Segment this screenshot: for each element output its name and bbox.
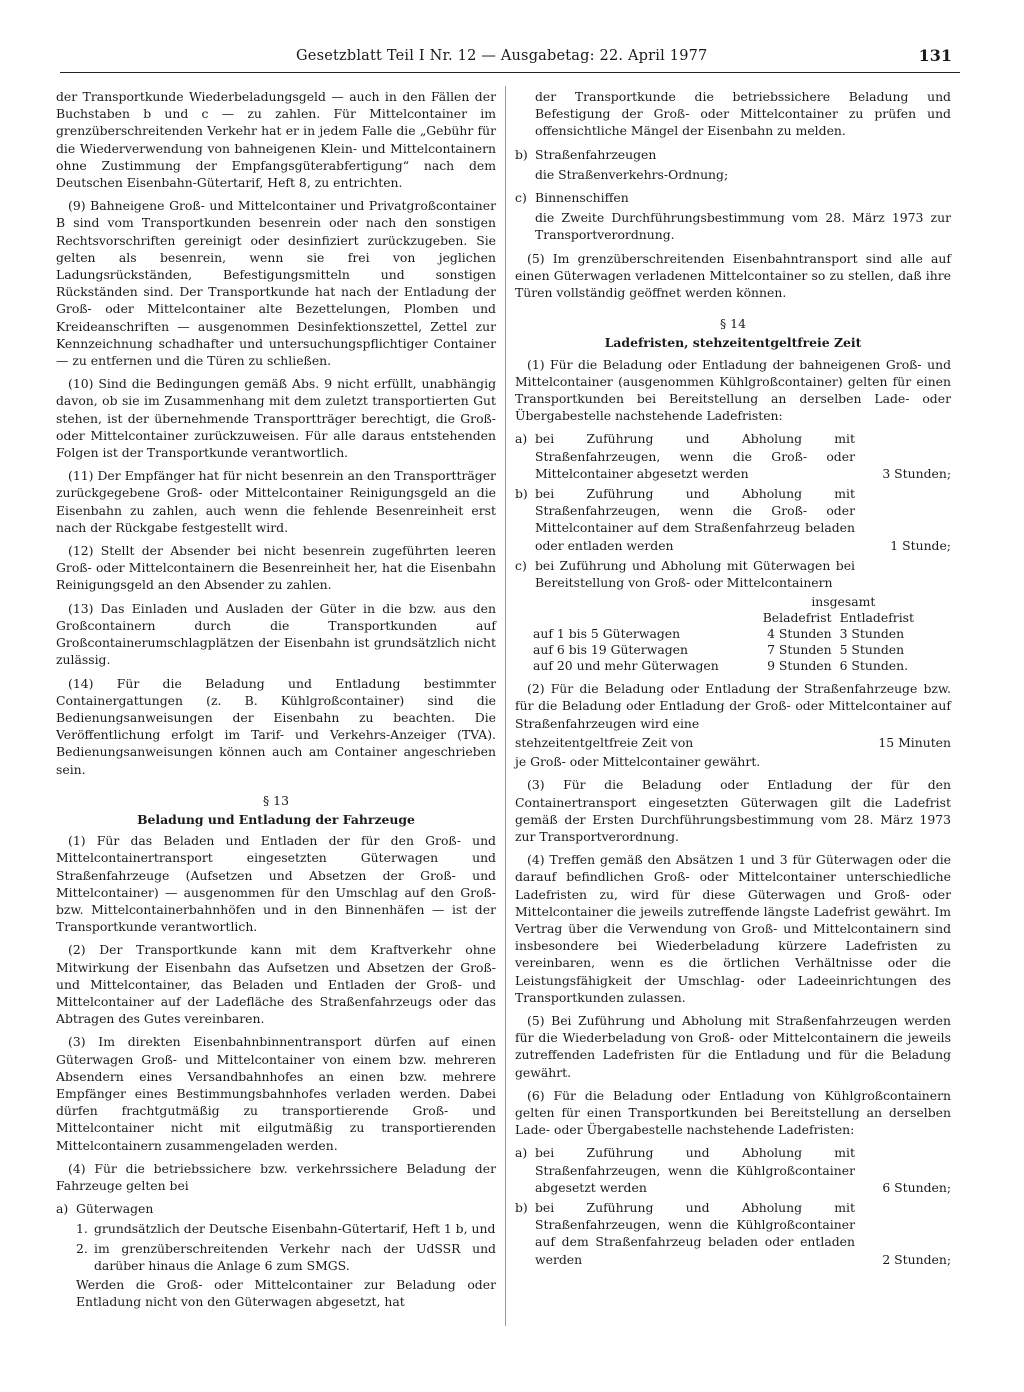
s13-paragraph-1: (1) Für das Beladen und Entladen der für den Groß- und Mittelcontainertransport eingesetzten Güterwagen und Straßenfahrzeuge (Aufsetzen und Absetzen der Groß- und Mittelcontainer) — ausgenommen für den Umschlag auf den Groß- bzw. Mittelcontainerbahnhöfen und in den Binnenhäfen — ist der Transportkunde verantwortlich. [56, 833, 496, 935]
list-label: 1. [76, 1221, 88, 1237]
row-label: auf 1 bis 5 Güterwagen [533, 626, 681, 642]
list-label: c) [515, 557, 527, 573]
s14-paragraph-1: (1) Für die Beladung oder Entladung der bahneigenen Groß- und Mittelcontainer (ausgenommen Kühlgroßcontainer) gelten für einen Transportkunden bei Bereitstellung an derselben Lade- oder Übergabestelle nachstehende Ladefristen: [515, 356, 951, 424]
duration-value: 6 Stunden; [882, 1179, 951, 1195]
s13-paragraph-3: (3) Im direkten Eisenbahnbinnentransport dürfen auf einen Güterwagen Groß- und Mittelcontainer von einem bzw. mehreren Absendern eines Versandbahnhofes an einen bzw. mehrere Empfänger eines Bestimmungsbahnhofes verladen werden. Dabei dürfen frachtgutmäßig zu transportierende Groß- und Mittelcontainer nicht mit eilgutmäßig zu transportierenden Mittelcontainern zusammengeladen werden. [56, 1034, 496, 1153]
list-item-b [515, 1199, 951, 1268]
table-cell: 3 Stunden [839, 626, 905, 642]
list-entry [515, 1199, 855, 1268]
list-entry [515, 430, 855, 482]
s13-paragraph-4: (4) Für die betriebssichere bzw. verkehrssichere Beladung der Fahrzeuge gelten bei [56, 1160, 496, 1193]
column-header: Beladefrist [762, 610, 832, 626]
section-14-heading: § 14 [720, 316, 746, 332]
ladefristen-table [529, 594, 918, 674]
list-label: b) [515, 1199, 528, 1215]
s14-paragraph-3: (3) Für die Beladung oder Entladung der für den Containertransport eingesetzten Güterwagen gilt die Ladefrist gemäß der Ersten Durchführungsbestimmung vom 28. März 1973 zur Transportverordnung. [515, 777, 951, 844]
list-text: bei Zuführung und Abholung mit Straßenfahrzeugen, wenn die Groß- oder Mittelcontainer auf dem Straßenfahrzeug beladen oder entladen werden [535, 486, 855, 553]
column-header: Entladefrist [839, 610, 915, 626]
list-label: b) [515, 486, 528, 502]
right-column [515, 88, 951, 1271]
table-cell [529, 594, 723, 610]
table-row [529, 658, 918, 674]
list-label: c) [515, 190, 527, 206]
list-item-c [515, 557, 951, 591]
paragraph-9: (9) Bahneigene Groß- und Mittelcontainer und Privatgroßcontainer B sind vom Transportkunden besenrein oder nach den sonstigen Rechtsvorschriften gereinigt oder desinfiziert zurückzugeben. Sie gelten als besenrein, wenn sie frei von jeglichen Ladungsrückständen, Befestigungsmitteln und sonstigen Rückständen sind. Der Transportkunde hat nach der Entladung der Groß- oder Mittelcontainer alte Bezettelungen, Plomben und Kreideanschriften — ausgenommen Desinfektionszettel, Zettel zur Kennzeichnung schadhafter und untersuchungspflichtiger Container — zu entfernen und die Türen zu schließen. [56, 198, 496, 369]
list-entry [515, 1144, 855, 1196]
table-row [529, 626, 918, 642]
row-label: auf 6 bis 19 Güterwagen [533, 642, 688, 658]
duration-value: 1 Stunde; [890, 537, 951, 553]
table-superheader: insgesamt [811, 594, 876, 610]
list-item-a1 [76, 1220, 496, 1237]
table-row [529, 642, 918, 658]
paragraph: Werden die Groß- oder Mittelcontainer zur Beladung oder Entladung nicht von den Güterwagen abgesetzt, hat [76, 1277, 496, 1310]
list-label: 2. [76, 1240, 88, 1256]
list-item-a [515, 1144, 951, 1196]
list-text: bei Zuführung und Abholung mit Straßenfahrzeugen, wenn die Kühlgroßcontainer auf dem Straßenfahrzeug beladen oder entladen werden [535, 1199, 855, 1267]
list-subtext: die Zweite Durchführungsbestimmung vom 28. März 1973 zur Transportverordnung. [535, 210, 951, 243]
list-label: b) [515, 146, 528, 162]
s14-paragraph-4: (4) Treffen gemäß den Absätzen 1 und 3 für Güterwagen oder die darauf befindlichen Groß- oder Mittelcontainer unterschiedliche Ladefristen zu, wird für diese Güterwagen und Groß- oder Mittelcontainer die jeweils zutreffende längste Ladefrist gewährt. Im Vertrag über die Verwendung von Groß- und Mittelcontainern sind insbesondere bei Wiederbeladung kürzere Ladefristen zu vereinbaren, wenn es die örtlichen Verhältnisse oder die Leistungsfähigkeit der Umschlag- oder Ladeeinrichtungen des Transportkunden zulassen. [515, 852, 951, 1005]
list-item-b [515, 485, 951, 554]
paragraph-10: (10) Sind die Bedingungen gemäß Abs. 9 nicht erfüllt, unabhängig davon, ob sie im Zusammenhang mit dem zuletzt transportierten Gut stehen, ist der übernehmende Transportträger berechtigt, die Groß- oder Mittelcontainer zurückzuweisen. Für alle daraus entstehenden Folgen ist der Transportkunde verantwortlich. [56, 376, 496, 461]
list-label: a) [56, 1201, 69, 1217]
table-row [529, 594, 918, 610]
paragraph: je Groß- oder Mittelcontainer gewährt. [515, 754, 761, 770]
header-title: Gesetzblatt Teil I Nr. 12 — Ausgabetag: 22. April 1977 [296, 48, 708, 64]
list-text: bei Zuführung und Abholung mit Straßenfahrzeugen, wenn die Groß- oder Mittelcontainer abgesetzt werden [535, 431, 855, 481]
duration-value: 3 Stunden; [882, 465, 951, 481]
s14-paragraph-6: (6) Für die Beladung oder Entladung von Kühlgroßcontainern gelten für einen Transportkunden bei Bereitstellung an derselben Lade- oder Übergabestelle nachstehende Ladefristen: [515, 1087, 951, 1138]
s14-paragraph-2: (2) Für die Beladung oder Entladung der Straßenfahrzeuge bzw. für die Beladung oder Entladung der Groß- oder Mittelcontainer auf Straßenfahrzeugen wird eine [515, 681, 951, 731]
s13-paragraph-5: (5) Im grenzüberschreitenden Eisenbahntransport sind alle auf einen Güterwagen verladenen Mittelcontainer so zu stellen, daß ihre Türen vollständig geöffnet werden können. [515, 250, 951, 301]
column-divider [505, 86, 506, 1326]
paragraph-11: (11) Der Empfänger hat für nicht besenrein an den Transportträger zurückgegebene Groß- oder Mittelcontainer Reinigungsgeld an die Eisenbahn zu zahlen, auch wenn die fehlende Besenreinheit erst nach der Rückgabe festgestellt wird. [56, 468, 496, 535]
paragraph-13: (13) Das Einladen und Ausladen der Güter in die bzw. aus den Großcontainern durch die Transportkunden auf Großcontainerumschlagplätzen der Eisenbahn ist grundsätzlich nicht zulässig. [56, 600, 496, 668]
list-text: Binnenschiffen [535, 190, 629, 206]
section-13-heading: § 13 [263, 792, 289, 808]
duration-value: 2 Stunden; [882, 1251, 951, 1267]
list-subtext: die Straßenverkehrs-Ordnung; [535, 166, 729, 182]
section-13-title: Beladung und Entladung der Fahrzeuge [137, 811, 415, 827]
table-cell: 4 Stunden [767, 626, 832, 642]
list-label: a) [515, 1145, 528, 1161]
table-cell: 7 Stunden [767, 642, 832, 658]
free-time-line [515, 734, 951, 751]
section-14-title: Ladefristen, stehzeitentgeltfreie Zeit [604, 335, 862, 351]
list-text: grundsätzlich der Deutsche Eisenbahn-Gütertarif, Heft 1 b, und [94, 1221, 496, 1237]
list-text: Straßenfahrzeugen [535, 146, 657, 162]
table-row [529, 610, 918, 626]
s14-paragraph-5: (5) Bei Zuführung und Abholung mit Straßenfahrzeugen werden für die Wiederbeladung von Groß- oder Mittelcontainern die jeweils zutreffenden Ladefristen für die Entladung und für die Beladung gewährt. [515, 1012, 951, 1080]
page-header [60, 48, 960, 73]
table-cell: 9 Stunden [767, 658, 832, 674]
page-number: 131 [918, 46, 952, 65]
paragraph: der Transportkunde Wiederbeladungsgeld — auch in den Fällen der Buchstaben b und c — zu zahlen. Für Mittelcontainer im grenzüberschreitenden Verkehr hat er in jedem Falle die „Gebühr für die Wiederverwendung von bahneigenen Klein- und Mittelcontainern ohne Zustimmung der Empfangsgüterabfertigung“ nach dem Deutschen Eisenbahn-Gütertarif, Heft 8, zu entrichten. [56, 89, 496, 191]
list-entry [515, 485, 855, 554]
table-cell: 6 Stunden. [839, 658, 909, 674]
s13-paragraph-2: (2) Der Transportkunde kann mit dem Kraftverkehr ohne Mitwirkung der Eisenbahn das Aufsetzen und Absetzen der Groß- und Mittelcontainer, das Beladen und Entladen der Groß- und Mittelcontainer auf der Ladefläche des Straßenfahrzeugs oder das Abtragen des Gutes vereinbaren. [56, 942, 496, 1027]
list-text: Güterwagen [76, 1201, 154, 1217]
list-text: im grenzüberschreitenden Verkehr nach der UdSSR und darüber hinaus die Anlage 6 zum SMGS. [94, 1240, 496, 1273]
list-item-a [56, 1200, 496, 1217]
table-cell: 5 Stunden [839, 642, 905, 658]
list-item-a [515, 430, 951, 482]
paragraph-12: (12) Stellt der Absender bei nicht besenrein zugeführten leeren Groß- oder Mittelcontainern die Besenreinheit her, hat die Eisenbahn Reinigungsgeld an den Absender zu zahlen. [56, 543, 496, 593]
left-column [56, 88, 496, 1316]
list-item-a2 [76, 1240, 496, 1274]
list-label: a) [515, 431, 528, 447]
row-label: auf 20 und mehr Güterwagen [533, 658, 719, 674]
list-item-c [515, 189, 951, 206]
free-time-value: 15 Minuten [878, 734, 951, 750]
list-text: bei Zuführung und Abholung mit Straßenfahrzeugen, wenn die Kühlgroßcontainer abgesetzt werden [535, 1145, 855, 1195]
table-cell [529, 610, 723, 626]
paragraph: der Transportkunde die betriebssichere Beladung und Befestigung der Groß- oder Mittelcontainer zu prüfen und offensichtliche Mängel der Eisenbahn zu melden. [535, 89, 951, 139]
list-text: bei Zuführung und Abholung mit Güterwagen bei Bereitstellung von Groß- oder Mittelcontainern [535, 557, 855, 591]
list-item-b [515, 146, 951, 163]
paragraph-14: (14) Für die Beladung und Entladung bestimmter Containergattungen (z. B. Kühlgroßcontainer) sind die Bedienungsanweisungen der Eisenbahn zu beachten. Die Veröffentlichung erfolgt im Tarif- und Verkehrs-Anzeiger (TVA). Bedienungsanweisungen können auch am Container angeschrieben sein. [56, 675, 496, 777]
free-time-label: stehzeitentgeltfreie Zeit von [515, 734, 694, 750]
